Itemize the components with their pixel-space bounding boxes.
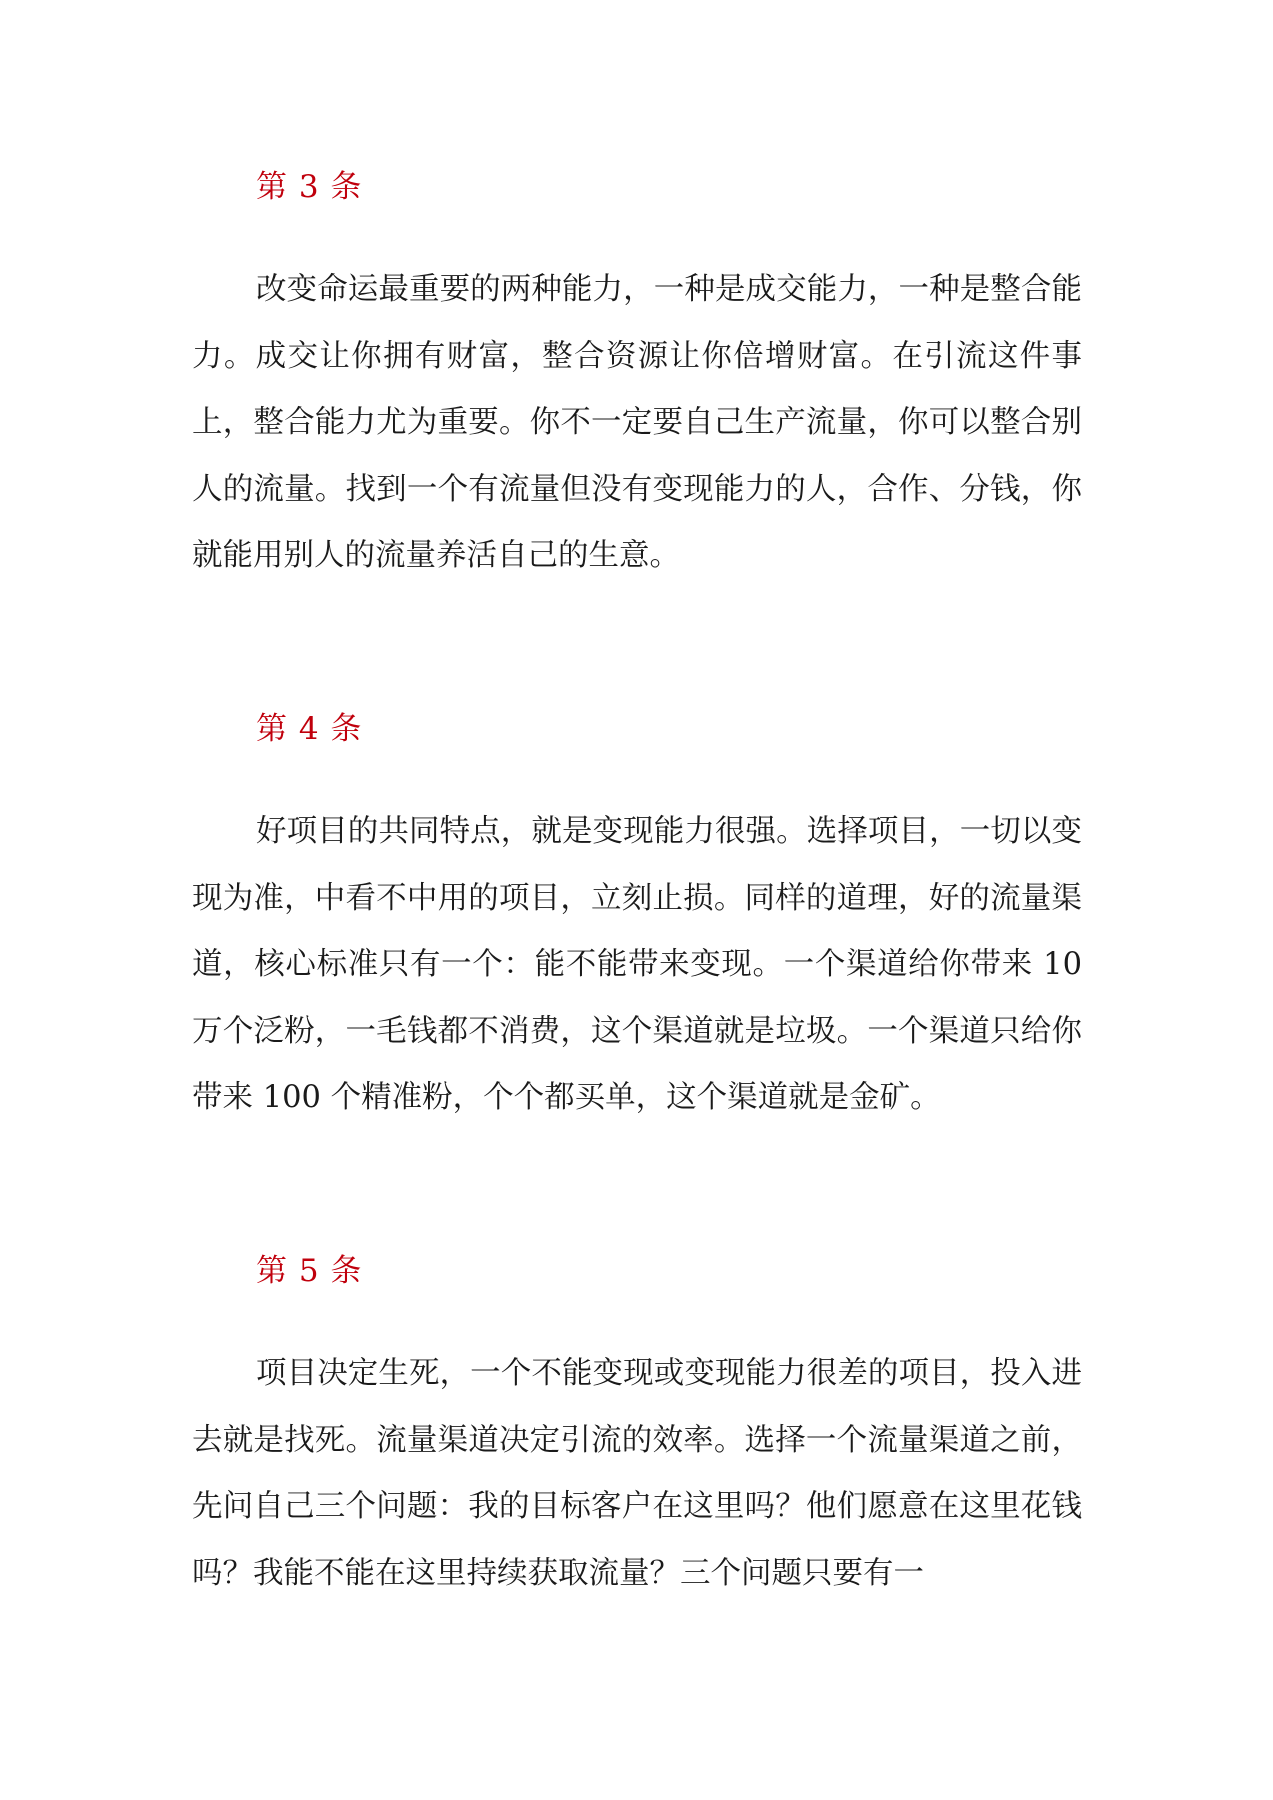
article-section-3 <box>192 167 1082 590</box>
section-paragraph: 好项目的共同特点，就是变现能力很强。选择项目，一切以变现为准，中看不中用的项目，立刻止损。同样的道理，好的流量渠道，核心标准只有一个：能不能带来变现。一个渠道给你带来 10 万个泛粉，一毛钱都不消费，这个渠道就是垃圾。一个渠道只给你带来 100 个精准粉，个个都买单，这个渠道就是金矿。 <box>192 814 1082 1115</box>
article-section-5 <box>192 1251 1082 1607</box>
section-heading: 第 5 条 <box>256 1253 363 1289</box>
section-heading: 第 3 条 <box>256 169 363 205</box>
section-heading: 第 4 条 <box>256 711 363 747</box>
article-section-4 <box>192 709 1082 1132</box>
section-paragraph: 项目决定生死，一个不能变现或变现能力很差的项目，投入进去就是找死。流量渠道决定引流的效率。选择一个流量渠道之前，先问自己三个问题：我的目标客户在这里吗？他们愿意在这里花钱吗？我能不能在这里持续获取流量？三个问题只要有一 <box>192 1356 1082 1591</box>
section-paragraph: 改变命运最重要的两种能力，一种是成交能力，一种是整合能力。成交让你拥有财富，整合资源让你倍增财富。在引流这件事上，整合能力尤为重要。你不一定要自己生产流量，你可以整合别人的流量。找到一个有流量但没有变现能力的人，合作、分钱，你就能用别人的流量养活自己的生意。 <box>192 272 1082 573</box>
